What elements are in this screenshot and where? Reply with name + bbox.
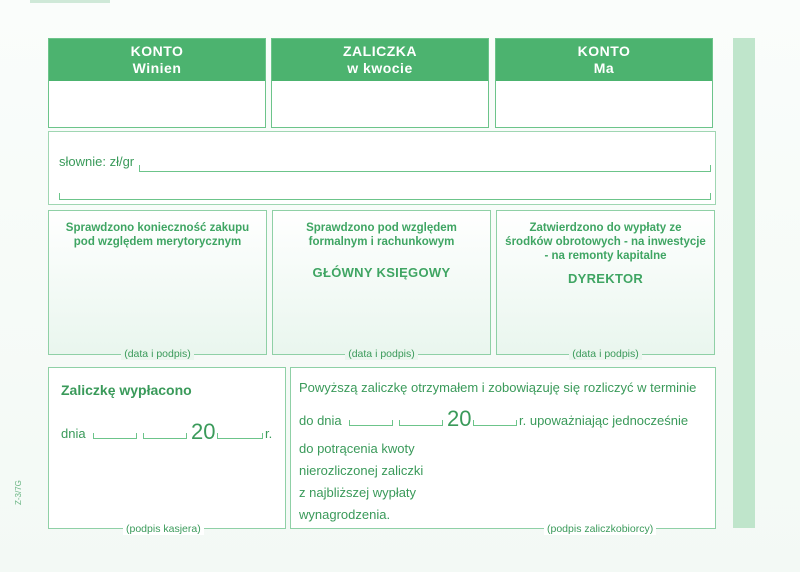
konto-winien-box xyxy=(48,38,266,128)
zaliczka-subtitle: w kwocie xyxy=(347,60,413,76)
slownie-label: słownie: zł/gr xyxy=(59,154,135,169)
pokwitowanie-line-1: Powyższą zaliczkę otrzymałem i zobowiązuję się rozliczyć w terminie xyxy=(299,380,697,395)
pokwitowanie-line-5: z najbliższej wypłaty xyxy=(299,485,417,500)
wyplacono-dnia-label: dnia xyxy=(61,426,86,441)
wyplacono-day-field[interactable] xyxy=(93,433,137,439)
approval-dyrektor-box xyxy=(496,210,715,360)
slownie-box xyxy=(48,131,716,205)
approval-ksiegowy-role: GŁÓWNY KSIĘGOWY xyxy=(312,265,451,280)
pokwitowanie-line-2-suffix: r. upoważniając jednocześnie xyxy=(519,413,689,428)
pokwitowanie-month-field[interactable] xyxy=(399,420,443,426)
wyplacono-r-label: r. xyxy=(265,426,273,441)
slownie-line-2[interactable] xyxy=(59,193,711,200)
zaliczka-wyplacono-box xyxy=(48,367,286,535)
approval-merytoryczny-box xyxy=(48,210,267,360)
approval-ksiegowy-footer-label: (data i podpis) xyxy=(345,348,418,360)
pokwitowanie-do-dnia: do dnia xyxy=(299,413,342,428)
zaliczka-title: ZALICZKA xyxy=(343,43,417,59)
zaliczka-header xyxy=(272,39,488,81)
approval-dyrektor-footer-label: (data i podpis) xyxy=(569,348,642,360)
pokwitowanie-year-field[interactable] xyxy=(473,420,517,426)
wyplacono-year-field[interactable] xyxy=(217,433,263,439)
approval-ksiegowy-text: Sprawdzono pod względem formalnym i rachunkowym xyxy=(306,222,457,248)
konto-winien-field[interactable] xyxy=(49,81,265,125)
approval-ksiegowy-footer xyxy=(273,348,490,360)
wyplacono-footer: (podpis kasjera) xyxy=(123,523,204,535)
konto-ma-subtitle: Ma xyxy=(593,60,615,76)
pokwitowanie-line-4: nierozliczonej zaliczki xyxy=(299,463,424,478)
konto-ma-field[interactable] xyxy=(496,81,712,125)
pokwitowanie-day-field[interactable] xyxy=(349,420,393,426)
wyplacono-month-field[interactable] xyxy=(143,433,187,439)
konto-ma-box xyxy=(495,38,713,128)
konto-ma-title: KONTO xyxy=(577,43,631,59)
pokwitowanie-box xyxy=(290,367,716,535)
zaliczka-amount-field[interactable] xyxy=(272,81,488,125)
approval-dyrektor-footer xyxy=(497,348,714,360)
right-color-band xyxy=(733,38,755,528)
pokwitowanie-line-3: do potrącenia kwoty xyxy=(299,441,415,456)
konto-winien-title: KONTO xyxy=(130,43,184,59)
top-edge-mark xyxy=(30,0,110,3)
approval-merytoryczny-footer xyxy=(49,348,266,360)
approval-dyrektor-text: Zatwierdzono do wypłaty ze środków obrotowych - na inwestycje - na remonty kapitalne xyxy=(505,222,706,262)
slownie-line-1[interactable] xyxy=(139,165,711,172)
pokwitowanie-year-prefix: 20 xyxy=(447,406,472,431)
konto-winien-subtitle: Winien xyxy=(132,60,182,76)
form-code: Z-3/7G xyxy=(14,480,23,505)
zaliczka-box xyxy=(271,38,489,128)
approval-merytoryczny-footer-label: (data i podpis) xyxy=(121,348,194,360)
pokwitowanie-footer: (podpis zaliczkobiorcy) xyxy=(544,523,656,535)
approval-ksiegowy-box xyxy=(272,210,491,360)
konto-winien-header xyxy=(49,39,265,81)
approval-merytoryczny-text: Sprawdzono konieczność zakupu pod względem merytorycznym xyxy=(65,222,250,248)
approval-dyrektor-role: DYREKTOR xyxy=(567,271,644,286)
wyplacono-title: Zaliczkę wypłacono xyxy=(61,382,192,398)
pokwitowanie-line-6: wynagrodzenia. xyxy=(299,507,391,522)
wyplacono-year-prefix: 20 xyxy=(191,419,216,444)
konto-ma-header xyxy=(496,39,712,81)
